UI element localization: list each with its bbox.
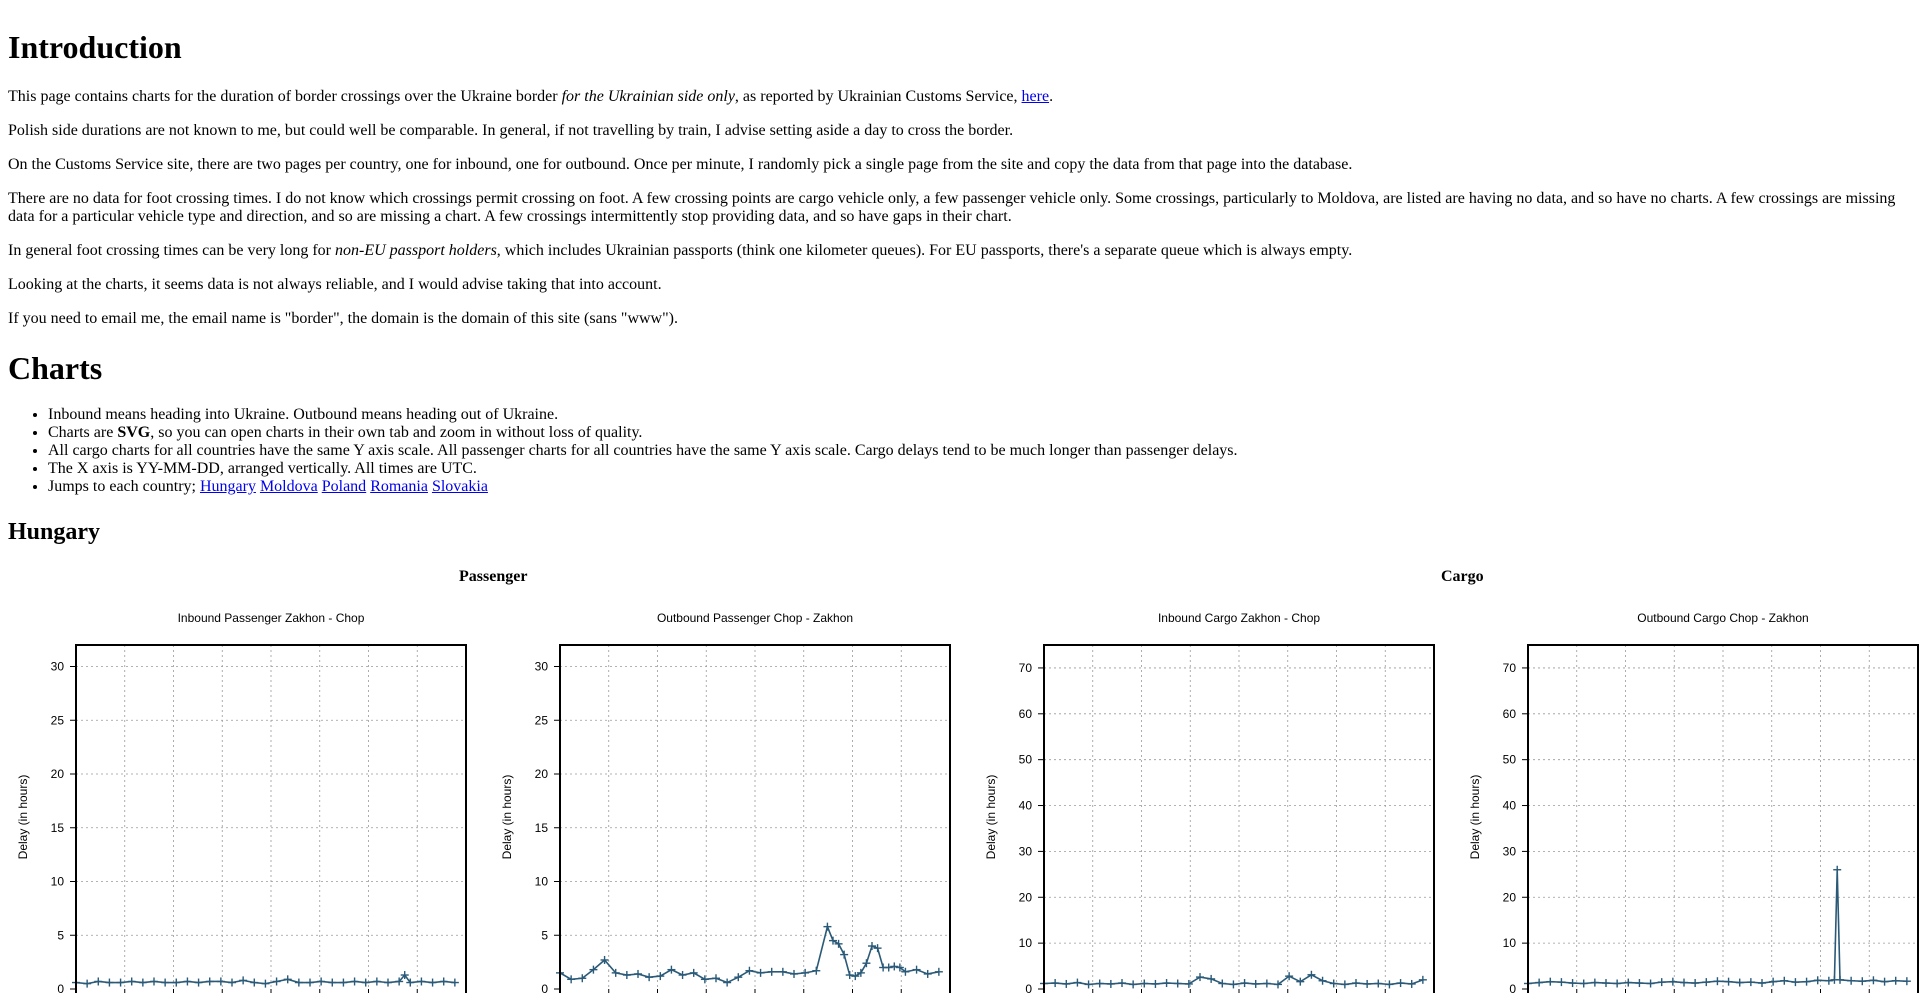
data-point — [801, 969, 809, 977]
chart-inbound-passenger[interactable] — [0, 600, 484, 993]
intro-text: , which includes Ukrainian passports (think one kilometer queues). For EU passports, there's a separate queue which is always empty. — [496, 242, 1353, 259]
cargo-group-label: Cargo — [1441, 568, 1484, 585]
data-point — [712, 974, 720, 982]
data-point — [1051, 979, 1059, 987]
chart-inbound-cargo[interactable] — [968, 600, 1452, 993]
intro-paragraph-6: Looking at the charts, it seems data is not always reliable, and I would advise taking that into account. — [8, 276, 662, 293]
data-point — [840, 951, 848, 959]
intro-paragraph-3: On the Customs Service site, there are two pages per country, one for inbound, one for outbound. Once per minute, I randomly pick a single page from the site and copy the data from that page into the database. — [8, 156, 1353, 173]
data-point — [1725, 978, 1733, 986]
data-point — [161, 979, 169, 987]
data-point — [1892, 977, 1900, 985]
data-point — [862, 959, 870, 967]
data-point — [1408, 980, 1416, 988]
series-line — [1528, 870, 1907, 984]
intro-paragraph-1 — [8, 88, 1912, 106]
data-point — [1814, 976, 1822, 984]
data-point — [1780, 977, 1788, 985]
data-point — [1085, 980, 1093, 988]
chart-title: Inbound Passenger Zakhon - Chop — [177, 611, 365, 625]
data-point — [250, 979, 258, 987]
data-point — [1833, 866, 1841, 874]
y-tick-label: 40 — [1502, 798, 1516, 813]
intro-paragraph-7: If you need to email me, the email name is "border", the domain is the domain of this site (sans "www"). — [8, 310, 678, 327]
intro-text: . — [1049, 88, 1054, 105]
chart-title: Inbound Cargo Zakhon - Chop — [1157, 611, 1321, 625]
y-tick-label: 0 — [1509, 982, 1516, 993]
data-point — [645, 973, 653, 981]
list-item-text: Charts are — [48, 424, 118, 441]
y-axis-label: Delay (in hours) — [500, 774, 514, 860]
chart-outbound-cargo[interactable] — [1452, 600, 1920, 993]
charts-notes-list — [8, 406, 1908, 496]
intro-text: , as reported by Ukrainian Customs Service, — [734, 88, 1022, 105]
data-point — [183, 977, 191, 985]
data-point — [1747, 978, 1755, 986]
y-tick-label: 10 — [1018, 936, 1032, 951]
data-point — [150, 977, 158, 985]
data-point — [317, 977, 325, 985]
chart-title: Outbound Passenger Chop - Zakhon — [656, 611, 854, 625]
list-item-text: Jumps to each country; — [48, 478, 200, 495]
data-point — [1713, 977, 1721, 985]
data-point — [1385, 980, 1393, 988]
data-point — [567, 975, 575, 983]
intro-emphasis: for the Ukrainian side only — [561, 88, 735, 105]
data-point — [935, 968, 943, 976]
data-point — [195, 979, 203, 987]
y-axis-label: Delay (in hours) — [16, 774, 30, 860]
data-point — [384, 979, 392, 987]
data-point — [679, 971, 687, 979]
country-link-moldova[interactable]: Moldova — [259, 478, 318, 495]
data-point — [1241, 979, 1249, 987]
data-point — [351, 977, 359, 985]
data-point — [128, 977, 136, 985]
data-point — [429, 979, 437, 987]
data-point — [1769, 978, 1777, 986]
data-point — [812, 967, 820, 975]
y-tick-label: 25 — [50, 713, 64, 728]
data-point — [745, 967, 753, 975]
intro-paragraph-4: There are no data for foot crossing times. I do not know which crossings permit crossing on foot. A few crossing points are cargo vehicle only, a few passenger vehicle only. Some crossings, particularly to Moldova, are listed are having no data, and so have no charts. A few crossings are missing data for a particular vehicle type and direction, and so are missing a chart. A few crossings intermittently stop providing data, and so have gaps in their chart. — [8, 190, 1896, 226]
data-point — [83, 980, 91, 988]
charts-title: Charts — [8, 350, 103, 386]
y-tick-label: 15 — [50, 820, 64, 835]
passenger-group-label: Passenger — [459, 568, 528, 585]
data-point — [273, 977, 281, 985]
data-point — [656, 972, 664, 980]
intro-text: This page contains charts for the duration of border crossings over the Ukraine border — [8, 88, 562, 105]
data-point — [1591, 979, 1599, 987]
data-point — [1758, 979, 1766, 987]
data-point — [1363, 980, 1371, 988]
data-point — [1229, 980, 1237, 988]
y-tick-label: 70 — [1502, 660, 1516, 675]
country-link-hungary[interactable]: Hungary — [199, 478, 256, 495]
y-tick-label: 20 — [534, 767, 548, 781]
data-point — [790, 970, 798, 978]
data-point — [217, 977, 225, 985]
y-tick-label: 30 — [50, 659, 64, 674]
data-point — [1580, 979, 1588, 987]
intro-text: In general foot crossing times can be very long for — [8, 242, 336, 259]
chart-outbound-passenger[interactable] — [484, 600, 968, 993]
customs-service-link[interactable]: here — [1021, 88, 1050, 105]
data-point — [417, 977, 425, 985]
data-point — [1602, 979, 1610, 987]
data-point — [1207, 975, 1215, 983]
y-tick-label: 40 — [1018, 798, 1032, 813]
data-point — [1847, 977, 1855, 985]
y-tick-label: 20 — [50, 767, 64, 781]
data-point — [1341, 980, 1349, 988]
data-point — [623, 971, 631, 979]
list-item-text: , so you can open charts in their own tab and zoom in without loss of quality. — [150, 424, 643, 441]
data-point — [723, 979, 731, 987]
y-tick-label: 20 — [1018, 890, 1032, 905]
data-point — [1613, 979, 1621, 987]
y-tick-label: 0 — [1025, 982, 1032, 993]
data-point — [1319, 977, 1327, 985]
y-tick-label: 50 — [1502, 752, 1516, 767]
list-item: • All cargo charts for all countries have the same Y axis scale. All passenger charts for all countries have the same Y axis scale. Cargo delays tend to be much longer than passenger delays. — [48, 442, 1908, 460]
data-point — [339, 979, 347, 987]
intro-emphasis: non-EU passport holders — [335, 242, 497, 259]
list-item — [48, 424, 1908, 442]
data-point — [1803, 978, 1811, 986]
y-tick-label: 30 — [534, 659, 548, 674]
list-item: • Inbound means heading into Ukraine. Outbound means heading out of Ukraine. — [48, 406, 1908, 424]
y-tick-label: 10 — [1502, 936, 1516, 951]
intro-title: Introduction — [8, 29, 182, 65]
data-point — [1374, 979, 1382, 987]
data-point — [373, 977, 381, 985]
data-point — [1569, 979, 1577, 987]
y-axis-label: Delay (in hours) — [1468, 774, 1482, 860]
intro-paragraph-2: Polish side durations are not known to me, but could well be comparable. In general, if not travelling by train, I advise setting aside a day to cross the border. — [8, 122, 1014, 139]
data-point — [1535, 979, 1543, 987]
data-point — [690, 969, 698, 977]
data-point — [328, 979, 336, 987]
data-point — [105, 979, 113, 987]
data-point — [94, 977, 102, 985]
data-point — [924, 970, 932, 978]
svg-emphasis: SVG — [117, 424, 151, 441]
data-point — [823, 923, 831, 931]
data-point — [1635, 979, 1643, 987]
data-point — [261, 980, 269, 988]
data-point — [284, 975, 292, 983]
country-link-slovakia[interactable]: Slovakia — [431, 478, 488, 495]
data-point — [913, 966, 921, 974]
y-tick-label: 5 — [57, 928, 64, 943]
data-point — [451, 979, 459, 987]
data-point — [1352, 979, 1360, 987]
data-point — [1107, 980, 1115, 988]
y-tick-label: 0 — [57, 982, 64, 993]
data-point — [1252, 980, 1260, 988]
data-point — [734, 973, 742, 981]
data-point — [1185, 980, 1193, 988]
data-point — [846, 971, 854, 979]
data-point — [295, 979, 303, 987]
data-point — [1263, 979, 1271, 987]
y-tick-label: 10 — [50, 874, 64, 889]
y-tick-label: 30 — [1502, 844, 1516, 859]
data-point — [1669, 978, 1677, 986]
data-point — [1869, 976, 1877, 984]
data-point — [1296, 978, 1304, 986]
data-point — [1218, 979, 1226, 987]
y-tick-label: 20 — [1502, 890, 1516, 905]
data-point — [1557, 978, 1565, 986]
data-point — [1163, 979, 1171, 987]
data-point — [1680, 979, 1688, 987]
data-point — [634, 970, 642, 978]
y-tick-label: 50 — [1018, 752, 1032, 767]
data-point — [885, 964, 893, 972]
data-point — [139, 979, 147, 987]
data-point — [779, 968, 787, 976]
y-axis-label: Delay (in hours) — [984, 774, 998, 860]
data-point — [1151, 980, 1159, 988]
y-tick-label: 70 — [1018, 660, 1032, 675]
data-point — [701, 975, 709, 983]
data-point — [1836, 976, 1844, 984]
data-point — [206, 977, 214, 985]
hungary-title: Hungary — [8, 519, 101, 545]
data-point — [239, 976, 247, 984]
data-point — [1647, 979, 1655, 987]
data-point — [1129, 980, 1137, 988]
data-point — [1903, 977, 1911, 985]
data-point — [1791, 978, 1799, 986]
data-point — [667, 966, 675, 974]
intro-paragraph-5 — [8, 242, 1912, 260]
data-point — [1307, 971, 1315, 979]
data-point — [1073, 979, 1081, 987]
data-point — [440, 977, 448, 985]
data-point — [1881, 978, 1889, 986]
y-tick-label: 60 — [1018, 706, 1032, 721]
data-point — [1858, 977, 1866, 985]
country-link-romania[interactable]: Romania — [370, 478, 428, 495]
data-point — [1658, 978, 1666, 986]
y-tick-label: 5 — [541, 928, 548, 943]
data-point — [1118, 979, 1126, 987]
list-item: • The X axis is YY-MM-DD, arranged vertically. All times are UTC. — [48, 460, 1908, 478]
data-point — [1702, 978, 1710, 986]
data-point — [1736, 979, 1744, 987]
y-tick-label: 25 — [534, 713, 548, 728]
data-point — [1196, 973, 1204, 981]
y-tick-label: 60 — [1502, 706, 1516, 721]
data-point — [1825, 977, 1833, 985]
data-point — [1174, 979, 1182, 987]
data-point — [1691, 979, 1699, 987]
list-item — [48, 478, 1908, 496]
country-link-poland[interactable]: Poland — [321, 478, 367, 495]
y-tick-label: 10 — [534, 874, 548, 889]
data-point — [757, 969, 765, 977]
chart-title: Outbound Cargo Chop - Zakhon — [1637, 611, 1809, 625]
data-point — [768, 968, 776, 976]
data-point — [1096, 979, 1104, 987]
data-point — [890, 962, 898, 970]
data-point — [1062, 980, 1070, 988]
data-point — [306, 979, 314, 987]
y-tick-label: 15 — [534, 820, 548, 835]
data-point — [1419, 976, 1427, 984]
data-point — [1397, 979, 1405, 987]
y-tick-label: 30 — [1018, 844, 1032, 859]
data-point — [228, 979, 236, 987]
data-point — [117, 979, 125, 987]
y-tick-label: 0 — [541, 982, 548, 993]
data-point — [1546, 978, 1554, 986]
